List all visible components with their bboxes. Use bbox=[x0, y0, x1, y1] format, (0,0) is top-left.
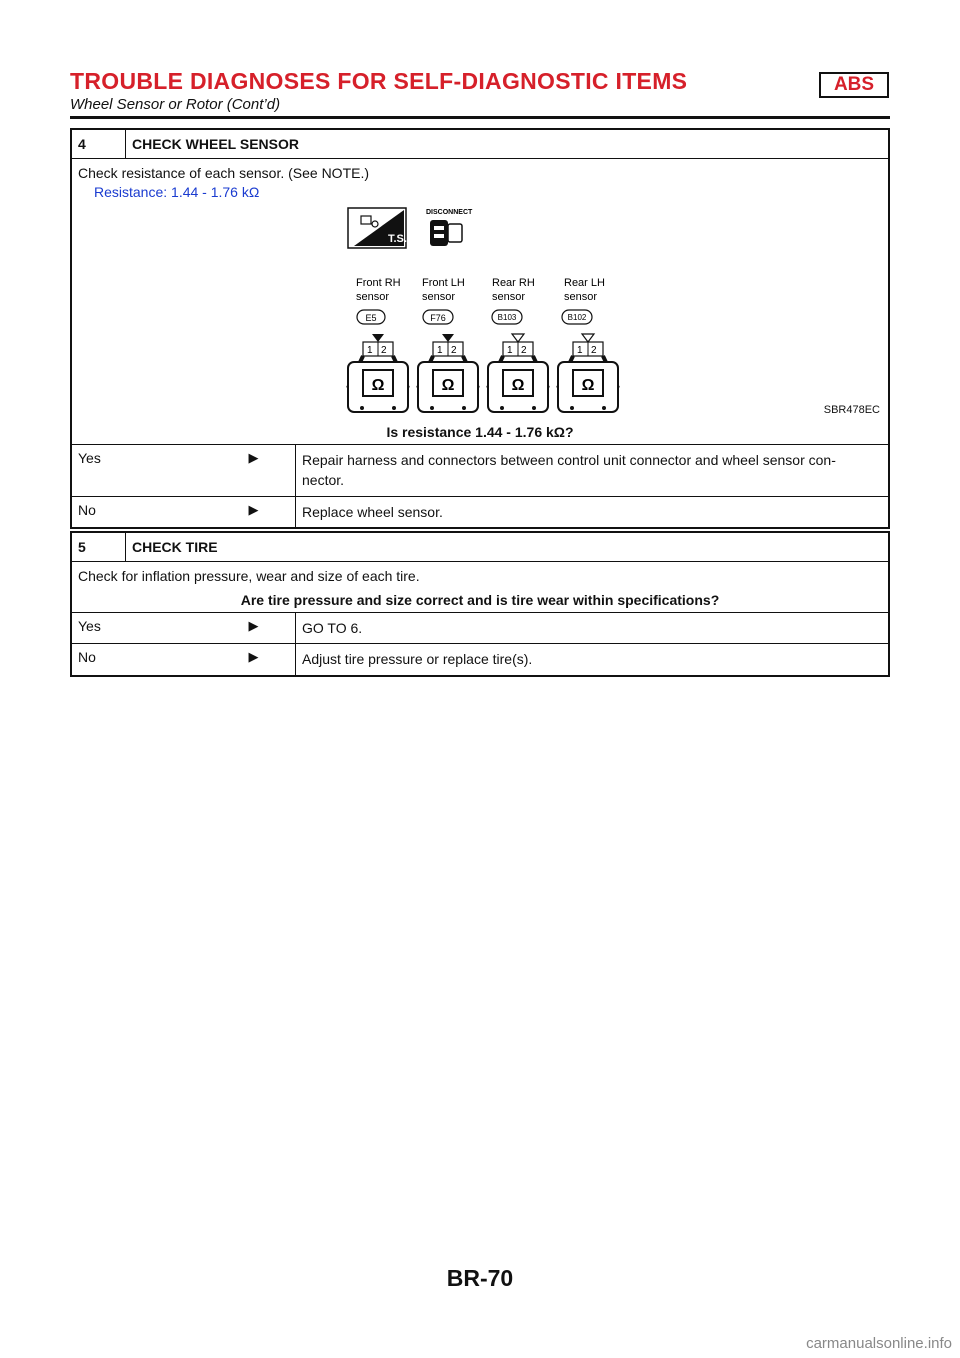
page-number: BR-70 bbox=[446, 1265, 514, 1291]
instruction-text: Check resistance of each sensor. (See NOTE.) bbox=[78, 165, 370, 181]
svg-text:B103: B103 bbox=[497, 313, 517, 322]
sensor-label-front-rh-2: sensor bbox=[356, 291, 390, 303]
step-title: CHECK WHEEL SENSOR bbox=[132, 136, 299, 152]
sensor-diagram bbox=[78, 200, 882, 420]
disconnect-icon bbox=[426, 209, 473, 246]
sensor-label-rear-rh-2: sensor bbox=[492, 291, 526, 303]
meter-front-rh bbox=[348, 334, 408, 412]
step-4-header bbox=[72, 130, 888, 159]
connector-b102 bbox=[562, 310, 592, 324]
step-number: 4 bbox=[72, 130, 126, 158]
step-5-header bbox=[72, 533, 888, 562]
svg-text:1: 1 bbox=[437, 345, 443, 356]
svg-text:Ω: Ω bbox=[511, 377, 525, 394]
svg-text:2: 2 bbox=[381, 345, 387, 356]
svg-text:2: 2 bbox=[521, 345, 527, 356]
answer-action: Repair harness and connectors between control unit connector and wheel sensor con- nector. bbox=[302, 452, 836, 489]
meter-front-lh bbox=[418, 334, 478, 412]
sensor-label-front-rh: Front RH bbox=[356, 277, 401, 289]
answer-row-yes bbox=[72, 613, 888, 644]
resistance-spec: Resistance: 1.44 - 1.76 kΩ bbox=[94, 184, 260, 200]
svg-text:E5: E5 bbox=[365, 313, 377, 323]
page-subtitle: Wheel Sensor or Rotor (Cont’d) bbox=[70, 96, 281, 113]
svg-text:2: 2 bbox=[451, 345, 457, 356]
sensor-label-rear-lh-2: sensor bbox=[564, 291, 598, 303]
svg-text:F76: F76 bbox=[430, 313, 446, 323]
step-5-box bbox=[70, 531, 890, 677]
answer-action: GO TO 6. bbox=[302, 620, 363, 636]
answer-row-no bbox=[72, 497, 888, 527]
sensor-label-rear-rh: Rear RH bbox=[492, 277, 535, 289]
svg-text:B102: B102 bbox=[567, 313, 587, 322]
instruction-text: Check for inflation pressure, wear and size of each tire. bbox=[78, 568, 420, 584]
answer-action: Replace wheel sensor. bbox=[302, 503, 443, 520]
arrow-icon: ▶ bbox=[212, 497, 296, 527]
svg-text:2: 2 bbox=[591, 345, 597, 356]
connector-f76 bbox=[423, 310, 453, 324]
answer-label: Yes bbox=[78, 450, 101, 466]
connector-b103 bbox=[492, 310, 522, 324]
ts-label: T.S. bbox=[388, 233, 407, 245]
sensor-diagram-svg bbox=[78, 200, 882, 420]
sensor-label-rear-lh: Rear LH bbox=[564, 277, 605, 289]
answer-row-yes bbox=[72, 445, 888, 497]
arrow-icon: ▶ bbox=[212, 445, 296, 496]
svg-text:Ω: Ω bbox=[581, 377, 595, 394]
sensor-label-front-lh: Front LH bbox=[422, 277, 465, 289]
step-title: CHECK TIRE bbox=[132, 539, 218, 555]
figure-code: SBR478EC bbox=[823, 404, 880, 416]
page-header-title: TROUBLE DIAGNOSES FOR SELF-DIAGNOSTIC ITEMS bbox=[70, 68, 688, 94]
meter-rear-lh bbox=[558, 334, 618, 412]
ts-icon bbox=[348, 208, 407, 248]
step-5-body bbox=[72, 562, 888, 613]
meter-rear-rh bbox=[488, 334, 548, 412]
connector-e5 bbox=[357, 310, 385, 324]
svg-text:1: 1 bbox=[367, 345, 373, 356]
disconnect-label: DISCONNECT bbox=[426, 209, 473, 216]
sensor-label-front-lh-2: sensor bbox=[422, 291, 456, 303]
answer-action: Adjust tire pressure or replace tire(s). bbox=[302, 651, 533, 668]
svg-text:Ω: Ω bbox=[371, 377, 385, 394]
answer-label: No bbox=[78, 501, 96, 518]
watermark-link[interactable]: carmanualsonline.info bbox=[806, 1335, 952, 1352]
svg-text:1: 1 bbox=[577, 345, 583, 356]
step-question: Is resistance 1.44 - 1.76 kΩ? bbox=[386, 424, 574, 440]
arrow-icon: ▶ bbox=[212, 644, 296, 674]
section-badge: ABS bbox=[819, 72, 889, 98]
arrow-icon: ▶ bbox=[212, 613, 296, 643]
answer-label: Yes bbox=[78, 618, 101, 634]
header-rule bbox=[70, 116, 890, 119]
answer-label: No bbox=[78, 649, 96, 666]
step-4-body bbox=[72, 159, 888, 445]
step-4-box bbox=[70, 128, 890, 529]
answer-row-no bbox=[72, 644, 888, 674]
svg-text:Ω: Ω bbox=[441, 377, 455, 394]
step-number: 5 bbox=[72, 533, 126, 561]
step-question: Are tire pressure and size correct and is tire wear within specifications? bbox=[240, 592, 720, 608]
svg-text:1: 1 bbox=[507, 345, 513, 356]
